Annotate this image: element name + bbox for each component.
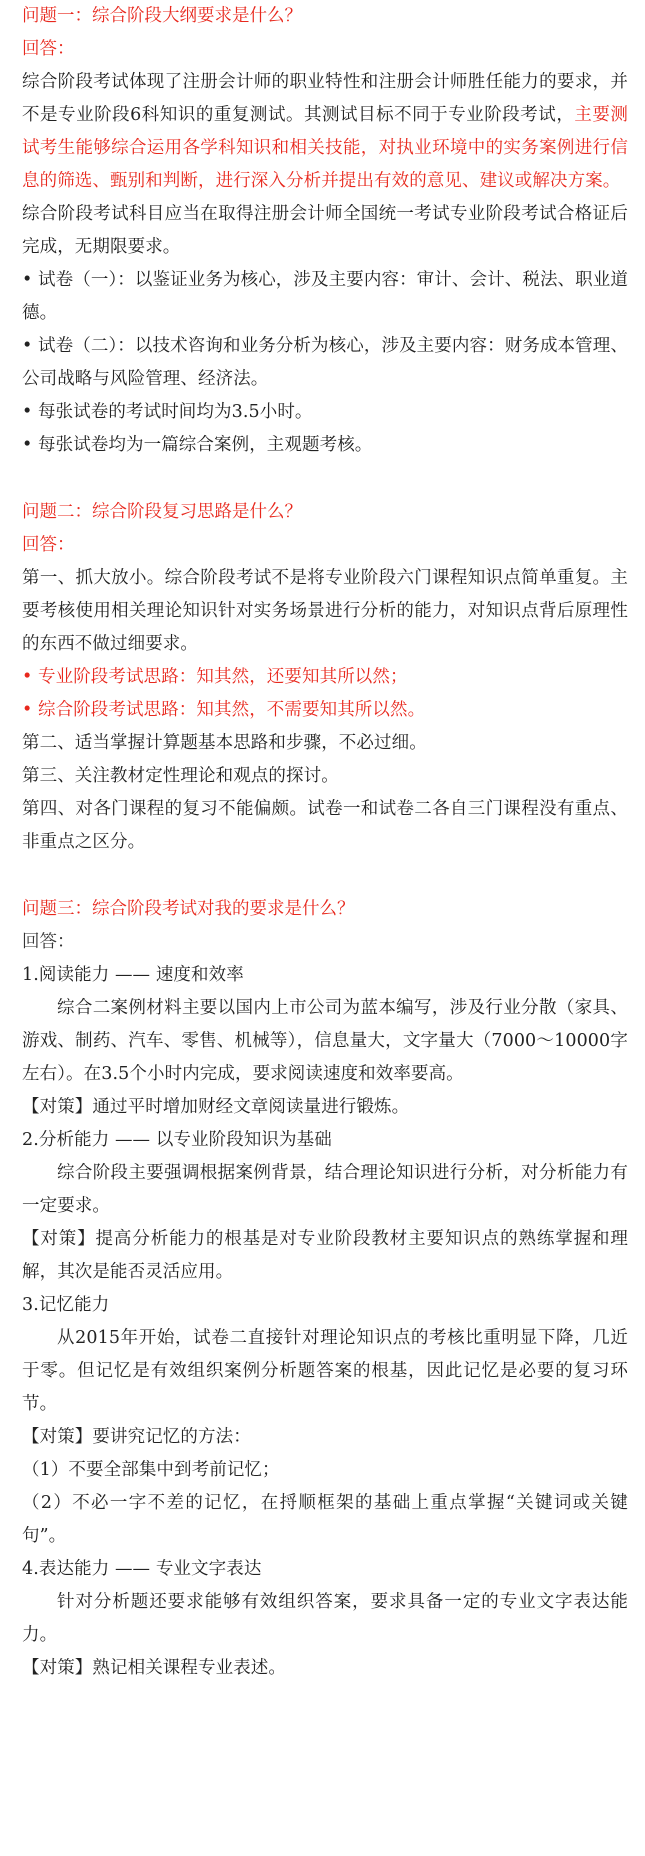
- section-gap: [22, 462, 628, 496]
- q3-section-1-body: 综合二案例材料主要以国内上市公司为蓝本编写，涉及行业分散（家具、游戏、制药、汽车、零售、机械等），信息量大，文字量大（7000～10000字左右）。在3.5个小时内完成，要求阅读速度和效率要高。: [22, 998, 628, 1084]
- q2-red-bullet-1: • 专业阶段考试思路：知其然，还要知其所以然；: [22, 661, 628, 694]
- q3-section-3-tip: 【对策】要讲究记忆的方法：: [22, 1427, 251, 1447]
- bullet-dot-icon: •: [22, 667, 33, 687]
- q3-section-3-item-1: （1）不要全部集中到考前记忆；: [22, 1460, 280, 1480]
- bullet-dot-icon: •: [22, 435, 33, 455]
- q3-title: 问题三：综合阶段考试对我的要求是什么？: [22, 899, 355, 919]
- q3-section-4-tip: 【对策】熟记相关课程专业表述。: [22, 1658, 286, 1678]
- q2-answer-label: 回答：: [22, 535, 75, 555]
- bullet-dot-icon: •: [22, 402, 33, 422]
- q3-section-1-tip: 【对策】通过平时增加财经文章阅读量进行锻炼。: [22, 1097, 410, 1117]
- q3-section-4-body: 针对分析题还要求能够有效组织答案，要求具备一定的专业文字表达能力。: [22, 1592, 628, 1645]
- q3-section-3-body: 从2015年开始，试卷二直接针对理论知识点的考核比重明显下降，几近于零。但记忆是有效组织案例分析题答案的根基，因此记忆是必要的复习环节。: [22, 1328, 628, 1414]
- q1-bullet-4: • 每张试卷均为一篇综合案例，主观题考核。: [22, 429, 628, 462]
- q2-paragraph-1: 第一、抓大放小。综合阶段考试不是将专业阶段六门课程知识点简单重复。主要考核使用相关理论知识针对实务场景进行分析的能力，对知识点背后原理性的东西不做过细要求。: [22, 568, 628, 654]
- q1-paragraph-1: [22, 66, 628, 198]
- q2-paragraph-2: 第二、适当掌握计算题基本思路和步骤，不必过细。: [22, 733, 427, 753]
- section-gap: [22, 859, 628, 893]
- q3-section-2-body: 综合阶段主要强调根据案例背景，结合理论知识进行分析，对分析能力有一定要求。: [22, 1163, 628, 1216]
- q1-bullet-3: • 每张试卷的考试时间均为3.5小时。: [22, 396, 628, 429]
- q3-answer-label: 回答：: [22, 932, 75, 952]
- q1-paragraph-2: 综合阶段考试科目应当在取得注册会计师全国统一考试专业阶段考试合格证后完成，无期限要求。: [22, 204, 628, 257]
- q3-section-2-tip: 【对策】提高分析能力的根基是对专业阶段教材主要知识点的熟练掌握和理解，其次是能否灵活应用。: [22, 1229, 628, 1282]
- q1-p1-highlight: 主要测试考生能够综合运用各学科知识和相关技能，对执业环境中的实务案例进行信息的筛选、甄别和判断，进行深入分析并提出有效的意见、建议或解决方案。: [22, 105, 628, 191]
- q3-section-3-item-2: （2）不必一字不差的记忆，在捋顺框架的基础上重点掌握“关键词或关键句”。: [22, 1493, 628, 1546]
- q3-section-3-heading: 3.记忆能力: [22, 1295, 110, 1315]
- q2-paragraph-4: 第四、对各门课程的复习不能偏颇。试卷一和试卷二各自三门课程没有重点、非重点之区分。: [22, 799, 628, 852]
- q1-title: 问题一：综合阶段大纲要求是什么？: [22, 6, 302, 26]
- q3-section-1-heading: 1.阅读能力 —— 速度和效率: [22, 965, 244, 985]
- bullet-dot-icon: •: [22, 336, 33, 356]
- bullet-dot-icon: •: [22, 700, 33, 720]
- bullet-dot-icon: •: [22, 270, 33, 290]
- q1-p1-text: 综合阶段考试体现了注册会计师的职业特性和注册会计师胜任能力的要求，并不是专业阶段6科知识的重复测试。其测试目标不同于专业阶段考试，: [22, 72, 628, 125]
- q1-bullet-2: • 试卷（二）：以技术咨询和业务分析为核心，涉及主要内容：财务成本管理、公司战略与风险管理、经济法。: [22, 330, 628, 396]
- q3-section-4-heading: 4.表达能力 —— 专业文字表达: [22, 1559, 262, 1579]
- q1-answer-label: 回答：: [22, 39, 75, 59]
- q2-title: 问题二：综合阶段复习思路是什么？: [22, 502, 302, 522]
- q2-red-bullet-2: • 综合阶段考试思路：知其然，不需要知其所以然。: [22, 694, 628, 727]
- q3-section-2-heading: 2.分析能力 —— 以专业阶段知识为基础: [22, 1130, 332, 1150]
- q2-paragraph-3: 第三、关注教材定性理论和观点的探讨。: [22, 766, 339, 786]
- q1-bullet-1: • 试卷（一）：以鉴证业务为核心，涉及主要内容：审计、会计、税法、职业道德。: [22, 264, 628, 330]
